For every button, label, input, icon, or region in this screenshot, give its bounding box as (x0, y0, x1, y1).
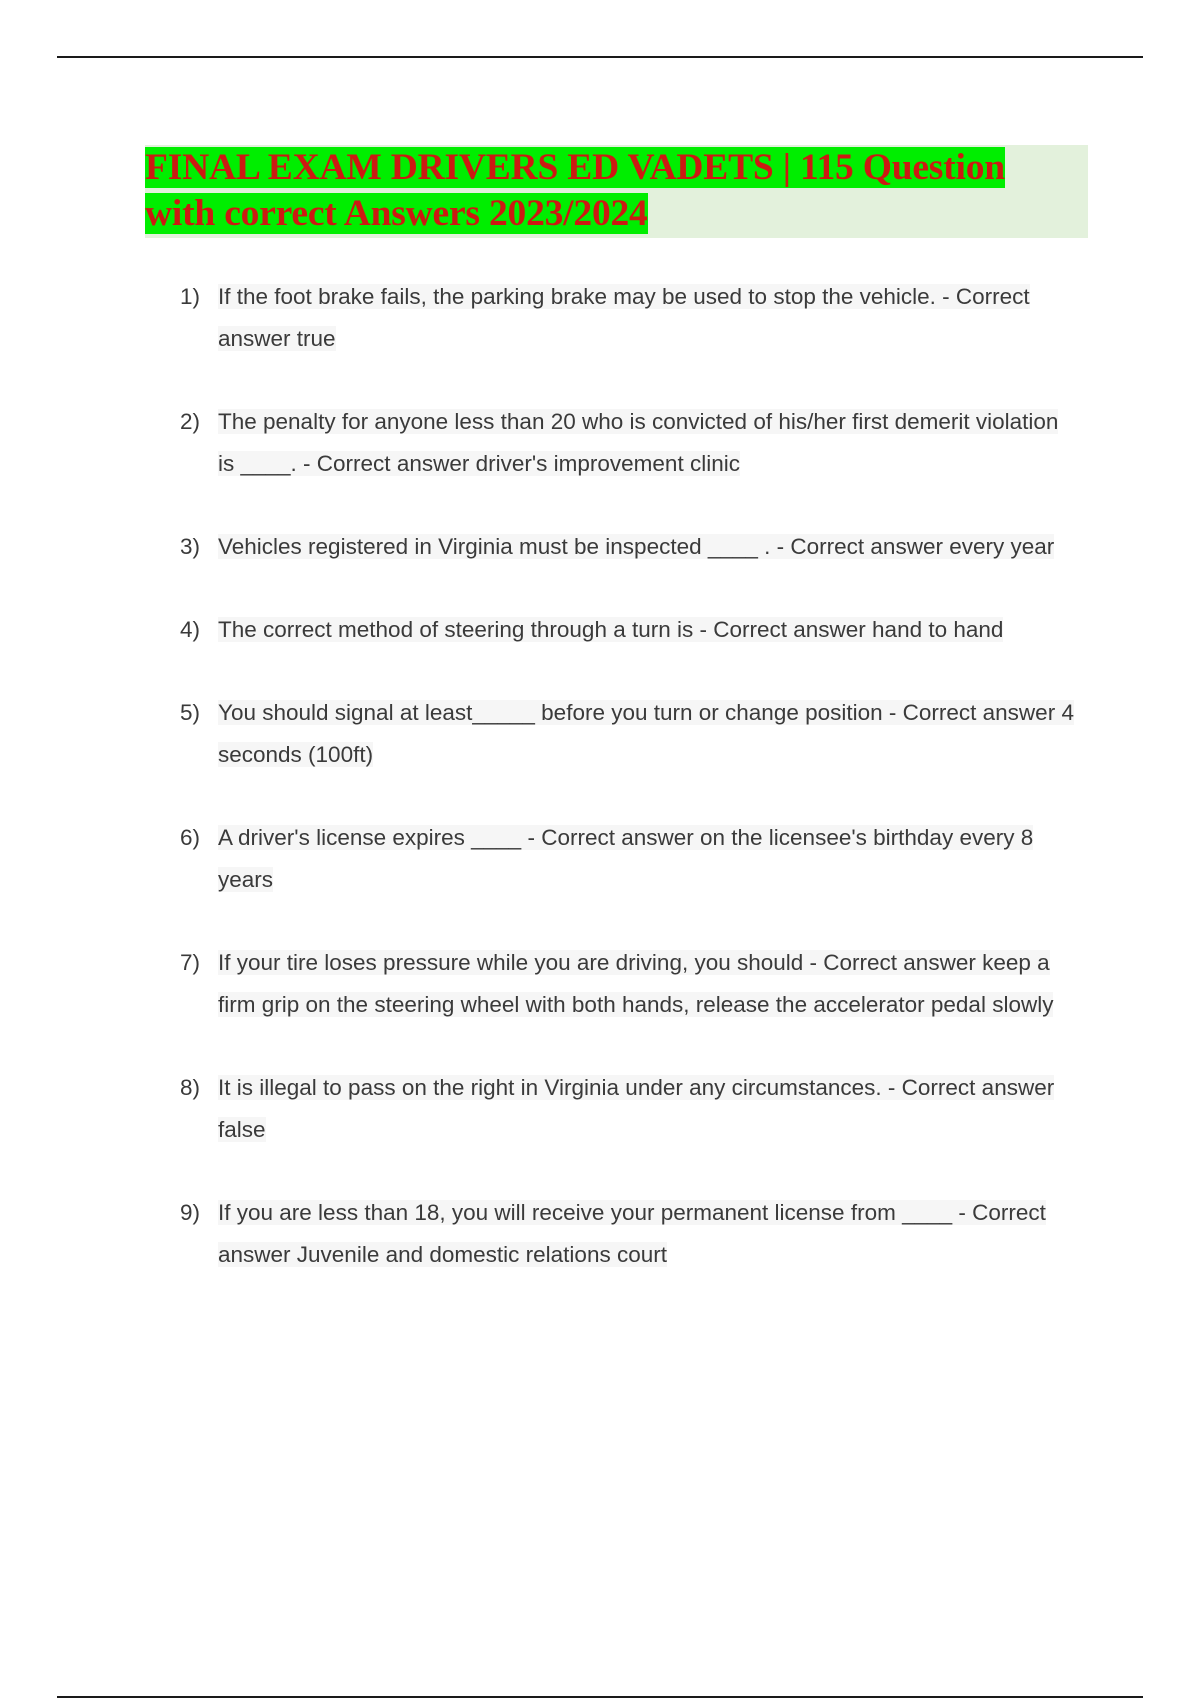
question-item (0, 942, 1200, 1026)
question-item (0, 276, 1200, 360)
question-number: 7) (180, 950, 201, 975)
top-rule (57, 56, 1143, 58)
question-text: Vehicles registered in Virginia must be inspected ____ . - Correct answer every year (218, 534, 1055, 559)
title-line-1: FINAL EXAM DRIVERS ED VADETS | 115 Question (145, 147, 1005, 188)
question-item (0, 817, 1200, 901)
question-text: If your tire loses pressure while you are driving, you should - Correct answer keep a firm grip on the steering wheel with both hands, release the accelerator pedal slowly (218, 950, 1054, 1017)
title-box (145, 145, 1088, 238)
question-number: 2) (180, 409, 201, 434)
question-number: 1) (180, 284, 201, 309)
question-item (0, 692, 1200, 776)
question-number: 5) (180, 700, 201, 725)
question-item (0, 401, 1200, 485)
question-text: If the foot brake fails, the parking brake may be used to stop the vehicle. - Correct answer true (218, 284, 1030, 351)
question-text: The penalty for anyone less than 20 who is convicted of his/her first demerit violation is ____. - Correct answer driver's improvement clinic (218, 409, 1059, 476)
question-number: 6) (180, 825, 201, 850)
question-text: It is illegal to pass on the right in Virginia under any circumstances. - Correct answer false (218, 1075, 1055, 1142)
question-number: 9) (180, 1200, 201, 1225)
title-line-2: with correct Answers 2023/2024 (145, 193, 648, 234)
question-number: 8) (180, 1075, 201, 1100)
question-item (0, 526, 1200, 568)
page-title (145, 145, 1088, 237)
question-item (0, 609, 1200, 651)
question-text: The correct method of steering through a turn is - Correct answer hand to hand (218, 617, 1004, 642)
question-number: 3) (180, 534, 201, 559)
question-number: 4) (180, 617, 201, 642)
question-item (0, 1067, 1200, 1151)
bottom-rule (57, 1696, 1143, 1698)
question-list (0, 276, 1200, 1317)
question-text: A driver's license expires ____ - Correct answer on the licensee's birthday every 8 years (218, 825, 1034, 892)
question-text: If you are less than 18, you will receive your permanent license from ____ - Correct answer Juvenile and domestic relations court (218, 1200, 1046, 1267)
question-text: You should signal at least_____ before you turn or change position - Correct answer 4 seconds (100ft) (218, 700, 1074, 767)
question-item (0, 1192, 1200, 1276)
